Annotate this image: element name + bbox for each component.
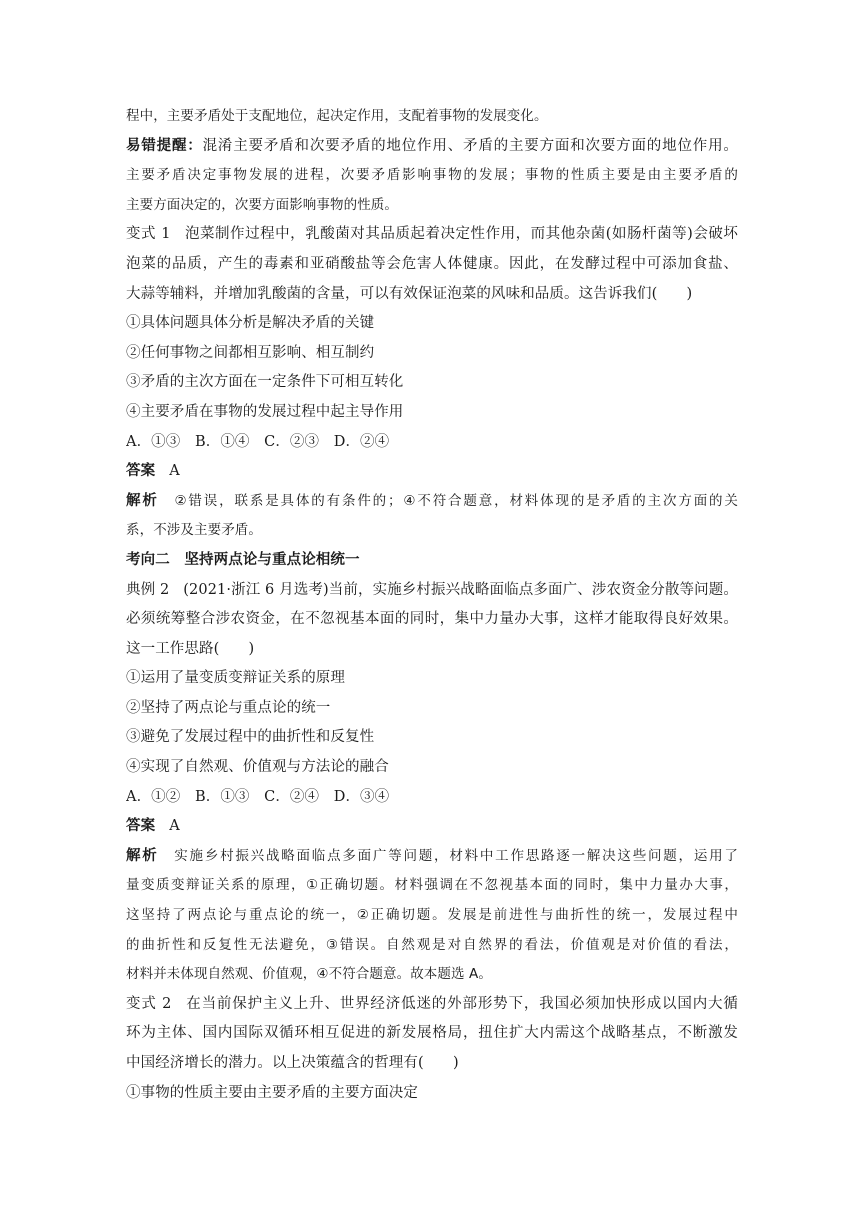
answer-label: 答案 [126, 818, 156, 835]
analysis-line: 解析 ②错误，联系是具体的有条件的；④不符合题意，材料体现的是矛盾的主次方面的关 [126, 492, 738, 509]
text-line: 这坚持了两点论与重点论的统一，②正确切题。发展是前进性与曲折性的统一，发展过程中 [126, 907, 738, 924]
example-2-question: 典例 2 (2021·浙江 6 月选考)当前，实施乡村振兴战略面临点多面广、涉农资金分散等问题。 [126, 581, 738, 598]
text-line: 大蒜等辅料，并增加乳酸菌的含量，可以有效保证泡菜的风味和品质。这告诉我们( ) [126, 285, 693, 302]
text-line: 主要矛盾决定事物发展的进程，次要矛盾影响事物的发展；事物的性质主要是由主要矛盾的 [126, 167, 738, 184]
option-statement: ②坚持了两点论与重点论的统一 [126, 699, 331, 716]
answer-line: 答案 A [126, 463, 180, 480]
option-statement: ①具体问题具体分析是解决矛盾的关键 [126, 315, 375, 332]
text-line: 泡菜的品质，产生的毒素和亚硝酸盐等会危害人体健康。因此，在发酵过程中可添加食盐、 [126, 255, 738, 272]
text-line: 的曲折性和反复性无法避免，③错误。自然观是对自然界的看法，价值观是对价值的看法， [126, 936, 738, 953]
text-line: 材料并未体现自然观、价值观，④不符合题意。故本题选 A。 [126, 966, 492, 983]
analysis-label: 解析 [126, 492, 159, 509]
option-statement: ④实现了自然观、价值观与方法论的融合 [126, 759, 389, 776]
document-body [126, 102, 738, 1108]
variant-1-label: 变式 1 [126, 226, 171, 243]
option-statement: ①事物的性质主要由主要矛盾的主要方面决定 [126, 1084, 418, 1101]
error-reminder-label: 易错提醒： [126, 137, 203, 154]
option-statement: ④主要矛盾在事物的发展过程中起主导作用 [126, 403, 404, 420]
answer-label: 答案 [126, 463, 156, 480]
variant-2-label: 变式 2 [126, 995, 172, 1012]
answer-choices: A．①② B．①③ C．②④ D．③④ [126, 788, 390, 805]
text-line: 量变质变辩证关系的原理，①正确切题。材料强调在不忽视基本面的同时，集中力量办大事， [126, 877, 738, 894]
option-statement: ③矛盾的主次方面在一定条件下可相互转化 [126, 374, 404, 391]
option-statement: ③避免了发展过程中的曲折性和反复性 [126, 729, 375, 746]
analysis-line: 解析 实施乡村振兴战略面临点多面广等问题，材料中工作思路逐一解决这些问题，运用了 [126, 847, 738, 864]
text-line: 系，不涉及主要矛盾。 [126, 522, 262, 539]
example-2-label: 典例 2 [126, 581, 170, 598]
variant-2-question: 变式 2 在当前保护主义上升、世界经济低迷的外部形势下，我国必须加快形成以国内大循 [126, 995, 738, 1012]
error-reminder-line: 易错提醒：混淆主要矛盾和次要矛盾的地位作用、矛盾的主要方面和次要方面的地位作用。 [126, 137, 738, 154]
text-line: 中国经济增长的潜力。以上决策蕴含的哲理有( ) [126, 1055, 459, 1071]
answer-choices: A．①③ B．①④ C．②③ D．②④ [126, 433, 390, 450]
text-line: 主要方面决定的，次要方面影响事物的性质。 [126, 196, 398, 213]
variant-1-question: 变式 1 泡菜制作过程中，乳酸菌对其品质起着决定性作用，而其他杂菌(如肠杆菌等)会破坏 [126, 226, 738, 243]
text-line: 程中，主要矛盾处于支配地位，起决定作用，支配着事物的发展变化。 [126, 108, 548, 124]
text-line: 必须统筹整合涉农资金，在不忽视基本面的同时，集中力量办大事，这样才能取得良好效果。 [126, 611, 738, 628]
analysis-label: 解析 [126, 847, 159, 864]
text-line: 环为主体、国内国际双循环相互促进的新发展格局，扭住扩大内需这个战略基点，不断激发 [126, 1025, 738, 1042]
section-heading: 考向二 坚持两点论与重点论相统一 [126, 551, 360, 568]
answer-line: 答案 A [126, 818, 180, 835]
option-statement: ②任何事物之间都相互影响、相互制约 [126, 344, 375, 361]
option-statement: ①运用了量变质变辩证关系的原理 [126, 670, 345, 687]
text-line: 这一工作思路( ) [126, 640, 255, 657]
